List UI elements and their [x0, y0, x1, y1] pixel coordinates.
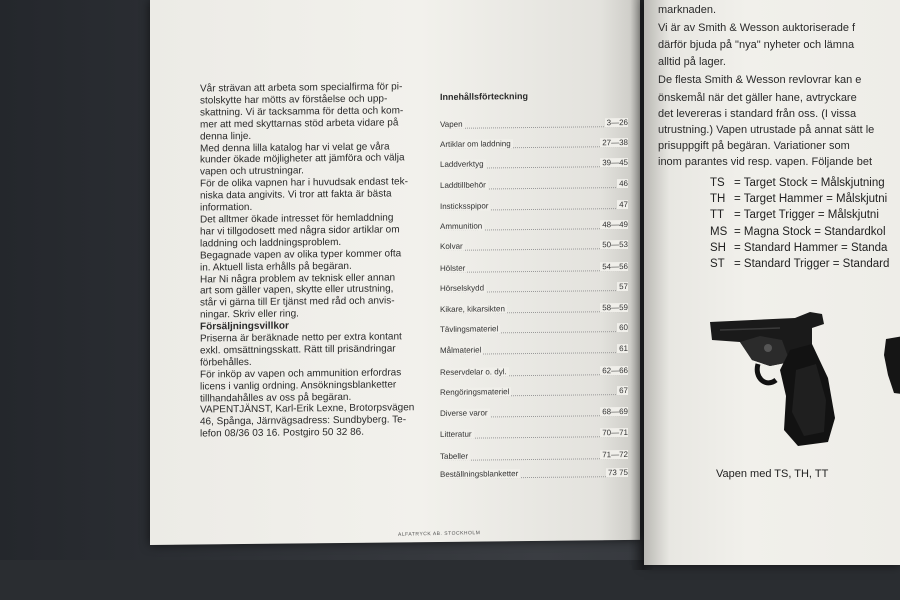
toc-pages: 39—45	[602, 157, 628, 168]
body-text-line: exkl. omsättningsskatt. Rätt till prisändringar	[200, 343, 396, 357]
toc-entry	[440, 344, 628, 358]
body-text-line: står vi gärna till Er tjänst med råd och anvis-	[200, 295, 395, 309]
toc-pages: 58—59	[602, 302, 628, 313]
toc-pages: 46	[619, 178, 628, 189]
body-text-line: Vår strävan att arbeta som specialfirma för pi-	[200, 81, 403, 95]
body-text-line: Priserna är beräknade netto per extra kontant	[200, 331, 402, 345]
section-heading: Försäljningsvillkor	[200, 320, 289, 333]
toc-label: Artiklar om laddning	[440, 139, 511, 149]
body-text-line: Det alltmer ökade intresset för hemladdning	[200, 212, 394, 226]
code-abbrev: ST	[710, 258, 725, 270]
toc-entry	[440, 118, 628, 132]
toc-entry	[440, 323, 628, 337]
body-text-line: Har Ni några problem av teknisk eller annan	[200, 271, 396, 285]
body-text-line: stolskytte har mötts av förståelse och upp-	[200, 93, 388, 107]
toc-label: Beställningsblanketter	[440, 469, 519, 479]
code-abbrev: TH	[710, 193, 726, 205]
toc-label: Laddtillbehör	[440, 180, 486, 190]
toc-entry	[440, 138, 628, 152]
toc-label: Kolvar	[440, 241, 463, 251]
right-text-line: alltid på lager.	[658, 56, 726, 68]
right-text-line: De flesta Smith & Wesson revlovrar kan e	[658, 74, 862, 86]
toc-leader	[440, 126, 628, 129]
code-description: = Target Stock = Målskjutning	[734, 177, 885, 189]
body-text-line: har vi tillgodosett med några sidor artiklar om	[200, 224, 400, 238]
toc-entry	[440, 450, 628, 464]
code-abbrev: SH	[710, 242, 726, 254]
body-text-line: ningar. Skriv eller ring.	[200, 308, 299, 321]
toc-pages: 3—26	[606, 117, 628, 128]
code-abbrev: TT	[710, 209, 725, 221]
code-row	[710, 241, 887, 255]
body-text-line: denna linje.	[200, 130, 252, 143]
code-abbrev: TS	[710, 177, 725, 189]
toc-label: Målmateriel	[440, 345, 482, 355]
toc-pages: 47	[619, 199, 628, 210]
toc-label: Litteratur	[440, 429, 472, 439]
toc-pages: 62—66	[602, 365, 628, 376]
code-row	[710, 208, 879, 222]
toc-label: Rengöringsmateriel	[440, 387, 510, 397]
right-text-line: det levereras i standard från oss. (I vissa	[658, 108, 857, 120]
left-page	[150, 0, 640, 545]
toc-label: Laddverktyg	[440, 159, 484, 169]
toc-entry	[440, 158, 628, 172]
code-abbrev: MS	[710, 226, 728, 238]
toc-label: Hörselskydd	[440, 283, 485, 293]
intro-text	[200, 81, 428, 441]
toc-pages: 57	[619, 281, 628, 292]
toc-pages: 60	[619, 322, 628, 333]
code-description: = Target Trigger = Målskjutni	[734, 209, 879, 221]
revolver-image-partial	[880, 335, 900, 395]
toc-label: Tävlingsmateriel	[440, 324, 499, 334]
toc-pages: 68—69	[602, 406, 628, 417]
toc-label: Diverse varor	[440, 408, 488, 418]
toc-label: Hölster	[440, 263, 466, 273]
right-text-line: prisuppgift på begäran. Variationer som	[658, 140, 850, 152]
right-text-line: önskemål när det gäller hane, avtryckare	[658, 92, 857, 104]
right-text-line: därför bjuda på "nya" nyheter och lämna	[658, 39, 855, 51]
toc-pages: 61	[619, 343, 628, 354]
code-row	[710, 192, 887, 206]
body-text-line: in. Aktuell lista erhålls på begäran.	[200, 260, 352, 274]
right-text-line: utrustning.) Vapen utrustade på annat sätt le	[658, 124, 875, 136]
toc-title: Innehållsförteckning	[440, 91, 529, 102]
toc-pages: 71—72	[602, 449, 628, 460]
toc-entry	[440, 282, 628, 296]
toc-entry	[440, 200, 628, 214]
body-text-line: VAPENTJÄNST, Karl-Erik Lexne, Brotorpsvägen	[200, 402, 415, 416]
toc-label: Tabeller	[440, 451, 469, 461]
table-of-contents	[440, 90, 630, 479]
toc-entry	[440, 407, 628, 421]
toc-entry	[440, 428, 628, 442]
toc-pages: 70—71	[602, 427, 628, 438]
body-text-line: förbehålles.	[200, 356, 252, 369]
code-description: = Standard Hammer = Standa	[734, 242, 888, 254]
toc-entry	[440, 262, 628, 276]
body-text-line: mer att med skyttarnas stöd arbeta vidare på	[200, 117, 399, 131]
toc-pages: 50—53	[602, 239, 628, 250]
body-text-line: laddning och laddningsproblem.	[200, 236, 342, 250]
revolver-image	[700, 300, 850, 450]
body-text-line: niska data angivits. Vi tror att fakta är bästa	[200, 188, 392, 202]
toc-label: Vapen	[440, 119, 463, 129]
toc-entry	[440, 468, 628, 482]
right-text-line: inom parantes vid resp. vapen. Följande bet	[658, 156, 873, 168]
toc-pages: 48—49	[602, 219, 628, 230]
body-text-line: vapen och utrustningar.	[200, 165, 304, 178]
body-text-line: För de olika vapnen har i huvudsak endast tek-	[200, 176, 408, 190]
right-text-line: marknaden.	[658, 4, 717, 16]
toc-entry	[440, 366, 628, 380]
body-text-line: lefon 08/36 03 16. Postgiro 50 32 86.	[200, 427, 365, 440]
toc-entry	[440, 220, 628, 234]
code-description: = Standard Trigger = Standard	[734, 258, 890, 270]
code-description: = Target Hammer = Målskjutni	[734, 193, 888, 205]
body-text-line: 46, Spånga, Järnvägsadress: Sundbyberg. Te-	[200, 414, 407, 428]
code-row	[710, 257, 889, 271]
toc-entry	[440, 386, 628, 400]
body-text-line: information.	[200, 201, 253, 214]
toc-label: Insticksspipor	[440, 201, 489, 211]
code-description: = Magna Stock = Standardkol	[734, 226, 886, 238]
toc-pages: 27—38	[602, 137, 628, 148]
toc-entry	[440, 179, 628, 193]
code-row	[710, 225, 886, 239]
image-caption: Vapen med TS, TH, TT	[716, 468, 829, 480]
toc-pages: 54—56	[602, 261, 628, 272]
right-text-line: Vi är av Smith & Wesson auktoriserade f	[658, 22, 856, 34]
tablecloth	[0, 560, 900, 600]
toc-entry	[440, 240, 628, 254]
body-text-line: licens i vanlig ordning. Ansökningsblanketter	[200, 379, 397, 393]
body-text-line: tillhandahålles av oss på begäran.	[200, 391, 352, 405]
body-text-line: Med denna lilla katalog har vi velat ge våra	[200, 141, 390, 155]
toc-entry	[440, 303, 628, 317]
toc-label: Reservdelar o. dyl.	[440, 367, 507, 377]
code-row	[710, 176, 885, 190]
body-text-line: Begagnade vapen av olika typer kommer ofta	[200, 248, 402, 262]
toc-pages: 67	[619, 385, 628, 396]
printer-mark: ALFATRYCK AB. STOCKHOLM	[397, 530, 481, 538]
toc-pages: 73 75	[607, 467, 628, 478]
body-text-line: För inköp av vapen och ammunition erfordras	[200, 367, 402, 381]
body-text-line: skattning. Vi är tacksamma för detta och kom-	[200, 105, 404, 119]
toc-label: Ammunition	[440, 221, 483, 231]
body-text-line: art som gäller vapen, skytte eller utrustning,	[200, 283, 394, 297]
body-text-line: kunder ökade möjligheter att jämföra och välja	[200, 152, 405, 166]
toc-label: Kikare, kikarsikten	[440, 304, 505, 314]
